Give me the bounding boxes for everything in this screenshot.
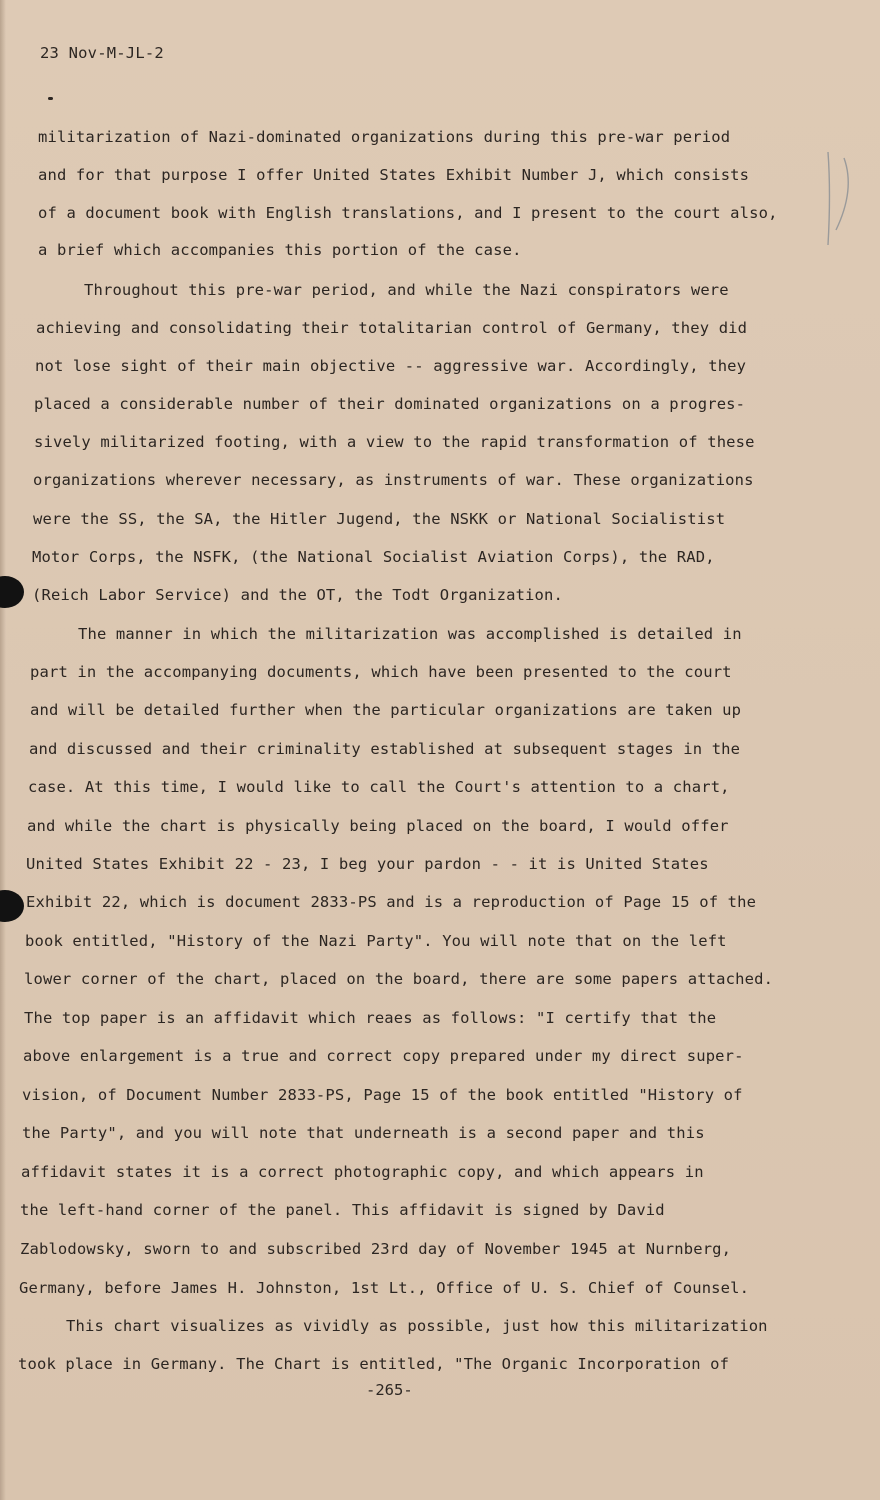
text-line: sively militarized footing, with a view to the rapid transformation of these xyxy=(34,433,755,451)
text-line: placed a considerable number of their dominated organizations on a progres- xyxy=(34,395,746,413)
text-line: Throughout this pre-war period, and while the Nazi conspirators were xyxy=(84,281,729,299)
page-header: 23 Nov-M-JL-2 xyxy=(40,44,164,62)
page-number: -265- xyxy=(366,1381,413,1399)
text-line: achieving and consolidating their totalitarian control of Germany, they did xyxy=(36,319,748,337)
text-line: (Reich Labor Service) and the OT, the Todt Organization. xyxy=(32,586,563,604)
text-line: and for that purpose I offer United States Exhibit Number J, which consists xyxy=(38,166,750,184)
text-line: Motor Corps, the NSFK, (the National Socialist Aviation Corps), the RAD, xyxy=(32,548,715,566)
text-line: The top paper is an affidavit which reaes as follows: "I certify that the xyxy=(24,1009,717,1027)
text-line: and while the chart is physically being placed on the board, I would offer xyxy=(27,817,729,835)
text-line: organizations wherever necessary, as instruments of war. These organizations xyxy=(33,471,754,489)
punch-hole xyxy=(0,890,24,922)
text-line: the Party", and you will note that underneath is a second paper and this xyxy=(22,1124,705,1142)
text-line: case. At this time, I would like to call the Court's attention to a chart, xyxy=(28,778,730,796)
text-line: the left-hand corner of the panel. This affidavit is signed by David xyxy=(20,1201,665,1219)
pencil-margin-mark xyxy=(818,150,858,250)
text-line: a brief which accompanies this portion of the case. xyxy=(38,241,522,259)
text-line: This chart visualizes as vividly as possible, just how this militarization xyxy=(66,1317,768,1335)
text-line: Germany, before James H. Johnston, 1st Lt., Office of U. S. Chief of Counsel. xyxy=(19,1279,750,1297)
text-line: militarization of Nazi-dominated organizations during this pre-war period xyxy=(38,128,731,146)
text-line: vision, of Document Number 2833-PS, Page 15 of the book entitled "History of xyxy=(22,1086,743,1104)
text-line: The manner in which the militarization was accomplished is detailed in xyxy=(78,625,742,643)
text-line: part in the accompanying documents, which have been presented to the court xyxy=(30,663,732,681)
text-line: Zablodowsky, sworn to and subscribed 23rd day of November 1945 at Nurnberg, xyxy=(20,1240,732,1258)
text-line: took place in Germany. The Chart is entitled, "The Organic Incorporation of xyxy=(18,1355,730,1373)
text-line: not lose sight of their main objective -- aggressive war. Accordingly, they xyxy=(35,357,747,375)
page-edge-shadow xyxy=(0,0,6,1500)
text-line: Exhibit 22, which is document 2833-PS and is a reproduction of Page 15 of the xyxy=(26,893,757,911)
ink-dot xyxy=(48,97,53,100)
text-line: book entitled, "History of the Nazi Party". You will note that on the left xyxy=(25,932,727,950)
text-line: above enlargement is a true and correct copy prepared under my direct super- xyxy=(23,1047,744,1065)
text-line: United States Exhibit 22 - 23, I beg your pardon - - it is United States xyxy=(26,855,709,873)
text-line: lower corner of the chart, placed on the board, there are some papers attached. xyxy=(24,970,774,988)
punch-hole xyxy=(0,576,24,608)
text-line: affidavit states it is a correct photographic copy, and which appears in xyxy=(21,1163,704,1181)
text-line: of a document book with English translations, and I present to the court also, xyxy=(38,204,778,222)
text-line: were the SS, the SA, the Hitler Jugend, the NSKK or National Socialistist xyxy=(33,510,726,528)
text-line: and discussed and their criminality established at subsequent stages in the xyxy=(29,740,741,758)
text-line: and will be detailed further when the particular organizations are taken up xyxy=(30,701,742,719)
